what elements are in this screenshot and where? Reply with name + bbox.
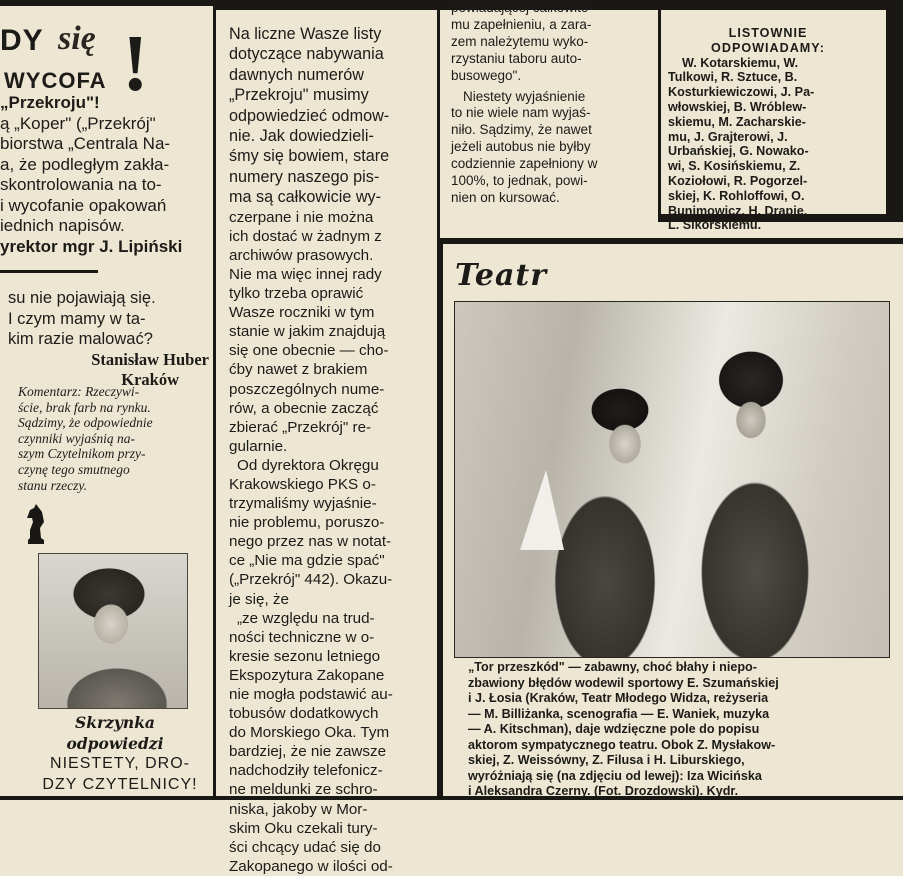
section-footer bbox=[30, 754, 210, 795]
article-line: nien on kursować. bbox=[451, 189, 560, 205]
intro-line: biorstwa „Centrala Na- bbox=[0, 134, 171, 153]
intro-line: iednich napisów. bbox=[0, 216, 125, 235]
article-line: 100%, to jednak, powi- bbox=[451, 173, 588, 189]
headline-line2: WYCOFA bbox=[4, 68, 107, 93]
portrait-photo bbox=[38, 553, 188, 709]
letters-line: W. Kotarskiemu, W. bbox=[682, 55, 799, 70]
article-line: Od dyrektora Okręgu bbox=[237, 456, 379, 474]
article-line: tobusów dodatkowych bbox=[229, 705, 379, 723]
intro-line: i wycofanie opakowań bbox=[0, 195, 167, 215]
section-rule bbox=[0, 270, 98, 273]
column-title-line: Skrzynka bbox=[75, 713, 155, 732]
column-title bbox=[30, 712, 200, 754]
comment-line: Komentarz: Rzeczywi- bbox=[18, 384, 140, 399]
article-line: archiwów prasowych. bbox=[229, 246, 374, 264]
article-line: nie mogła podstawić au- bbox=[229, 686, 393, 703]
column-rule-3 bbox=[658, 0, 661, 218]
letters-line: mu, J. Grajterowi, J. bbox=[668, 129, 788, 144]
article-line: rów, a obecnie zacząć bbox=[229, 399, 379, 417]
letter-line: I czym mamy w ta- bbox=[8, 309, 146, 328]
letters-line: skiej, K. Rohloffowi, O. bbox=[668, 188, 805, 203]
article-column-3 bbox=[451, 0, 651, 207]
letters-heading: LISTOWNIE bbox=[728, 26, 808, 40]
letters-line: Bunimowicz, H. Drapie, bbox=[668, 203, 808, 218]
article-line: powiadającej całkowite- bbox=[451, 0, 593, 15]
article-line: ćby nawet z brakiem bbox=[229, 361, 368, 379]
article-line: busowego". bbox=[451, 67, 522, 83]
intro-line: „Przekroju"! bbox=[0, 93, 100, 112]
article-line: nego przez nas w notat- bbox=[229, 533, 392, 551]
article-line: śmy się bowiem, stare bbox=[229, 147, 390, 166]
headline-part1: DY bbox=[0, 24, 44, 57]
article-line: to nie wiele nam wyjaś- bbox=[451, 105, 591, 121]
letter-line: su nie pojawiają się. bbox=[8, 289, 156, 307]
article-line: Wasze roczniki w tym bbox=[229, 304, 375, 322]
article-line: ści chcący udać się do bbox=[229, 838, 381, 856]
comment-line: szym Czytelnikom przy- bbox=[18, 446, 146, 462]
letters-line: skiemu, M. Zacharskie- bbox=[668, 114, 806, 129]
teatr-title: Teatr bbox=[455, 258, 548, 293]
letter-author: Stanisław Huber bbox=[91, 349, 209, 369]
article-line: nadchodziły telefonicz- bbox=[229, 762, 383, 780]
letter-city: Kraków bbox=[121, 370, 179, 389]
article-line: nie problemu, poruszo- bbox=[229, 514, 385, 532]
letters-line: Urbańskiej, G. Nowako- bbox=[668, 144, 809, 159]
photo-caption bbox=[468, 660, 888, 800]
letters-line: włowskiej, B. Wróblew- bbox=[668, 99, 807, 114]
reader-letter bbox=[8, 288, 213, 391]
intro-line: ą „Koper" („Przekrój" bbox=[0, 113, 156, 133]
column-rule-2 bbox=[437, 0, 440, 240]
article-line: niska, jakoby w Mor- bbox=[229, 800, 368, 818]
article-line: ich dostać w żadnym z bbox=[229, 227, 382, 245]
article-line: stanie w jakim znajdują bbox=[229, 323, 386, 341]
article-line: mu zapełnieniu, a zara- bbox=[451, 16, 592, 32]
headline-rule bbox=[0, 0, 213, 6]
article-line: ce „Nie ma gdzie spać" bbox=[229, 552, 385, 570]
intro-line: skontrolowania na to- bbox=[0, 175, 162, 194]
comment-line: czynę tego smutnego bbox=[18, 461, 130, 477]
headline-part2: się bbox=[58, 20, 96, 57]
article-line: Nie ma więc innej rady bbox=[229, 265, 382, 283]
letters-line: Kosturkiewiczowi, J. Pa- bbox=[668, 85, 815, 100]
article-line: Zakopanego w ilości od- bbox=[229, 857, 393, 875]
article-line: jeżeli autobus nie byłby bbox=[451, 139, 591, 155]
column-title-line: odpowiedzi bbox=[66, 734, 164, 753]
article-line: poszczególnych nume- bbox=[229, 380, 385, 398]
letters-line: L. Sikorskiemu. bbox=[668, 218, 762, 233]
article-line: dawnych numerów bbox=[229, 65, 364, 84]
editor-comment bbox=[18, 384, 213, 493]
article-line: rzystaniu taboru auto- bbox=[451, 50, 582, 66]
caption-line: i J. Łosia (Kraków, Teatr Młodego Widza, reżyseria bbox=[468, 691, 769, 705]
article-line: numery naszego pis- bbox=[229, 167, 380, 186]
caption-line: — A. Kitschman), daje wdzięczne pole do popisu bbox=[468, 722, 760, 736]
article-line: Na liczne Wasze listy bbox=[229, 25, 382, 43]
comment-line: Sądzimy, że odpowiednie bbox=[18, 415, 153, 431]
article-line: niło. Sądzimy, że nawet bbox=[451, 122, 592, 138]
caption-line: wyróżniają się (na zdjęciu od lewej): Iza Wicińska bbox=[468, 768, 762, 783]
comment-line: ście, brak farb na rynku. bbox=[18, 399, 151, 415]
article-line: do Morskiego Oka. Tym bbox=[229, 724, 390, 742]
caption-line: skiej, Z. Weissówny, Z. Filusa i H. Liburskiego, bbox=[468, 753, 745, 767]
article-line: czerpane i nie można bbox=[229, 208, 374, 226]
exclamation-mark: ! bbox=[122, 20, 149, 108]
signature: yrektor mgr J. Lipiński bbox=[0, 236, 183, 256]
letters-answered bbox=[668, 26, 868, 233]
letters-line: wi, S. Kosińskiemu, Z. bbox=[668, 159, 801, 174]
article-line: dotyczące nabywania bbox=[229, 45, 384, 64]
article-line: zbierać „Przekrój" re- bbox=[229, 418, 372, 436]
comment-line: czynniki wyjaśnią na- bbox=[18, 430, 135, 446]
article-line: gularnie. bbox=[229, 437, 288, 455]
article-line: Krakowskiego PKS o- bbox=[229, 475, 376, 493]
toy-sailboat bbox=[520, 470, 564, 550]
article-line: skim Oku czekali tury- bbox=[229, 819, 378, 837]
chess-knight-icon bbox=[24, 500, 48, 546]
footer-line: NIESTETY, DRO- bbox=[50, 755, 190, 772]
caption-line: — M. Billiżanka, scenografia — E. Waniek, muzyka bbox=[468, 706, 770, 721]
article-line: kresie sezonu letniego bbox=[229, 647, 381, 665]
intro-line: a, że podległym zakła- bbox=[0, 154, 170, 174]
article-line: ma są całkowicie wy- bbox=[229, 188, 382, 207]
article-line: zem należytemu wyko- bbox=[451, 33, 589, 49]
article-column-2 bbox=[229, 24, 429, 876]
article-line: ne meldunki ze schro- bbox=[229, 781, 378, 799]
comment-line: stanu rzeczy. bbox=[18, 477, 87, 493]
article-line: Ekspozytura Zakopane bbox=[229, 666, 385, 684]
letters-line: Tulkowi, R. Sztuce, B. bbox=[668, 70, 798, 85]
letters-heading: ODPOWIADAMY: bbox=[711, 40, 825, 55]
article-line: „Przekroju" musimy bbox=[229, 86, 369, 105]
column-rule-1 bbox=[213, 0, 216, 800]
article-line: odpowiedzieć odmow- bbox=[229, 106, 390, 125]
article-line: je się, że bbox=[229, 590, 289, 608]
article-line: tylko trzeba oprawić bbox=[229, 285, 364, 303]
letter-line: kim razie malować? bbox=[8, 330, 153, 348]
right-frame bbox=[886, 0, 903, 222]
caption-line: aktorom sympatycznego teatru. Obok Z. Mysłakow- bbox=[468, 737, 776, 752]
letters-line: Koziołowi, R. Pogorzel- bbox=[668, 173, 808, 188]
article-line: codziennie zapełniony w bbox=[451, 156, 598, 172]
caption-line: i Aleksandra Czerny. (Fot. Drozdowski). Kydr. bbox=[468, 784, 739, 798]
footer-line: DZY CZYTELNICY! bbox=[42, 775, 198, 793]
caption-line: „Tor przeszkód" — zabawny, choć błahy i niepo- bbox=[468, 660, 757, 674]
caption-line: zbawiony błędów wodewil sportowy E. Szumańskiej bbox=[468, 675, 779, 690]
article-line: „ze względu na trud- bbox=[237, 609, 375, 627]
intro-text bbox=[0, 93, 205, 257]
article-line: nie. Jak dowiedzieli- bbox=[229, 127, 374, 146]
article-line: trzymaliśmy wyjaśnie- bbox=[229, 495, 377, 513]
article-line: („Przekrój" 442). Okazu- bbox=[229, 571, 393, 589]
article-line: Niestety wyjaśnienie bbox=[463, 88, 586, 104]
article-line: się one obecnie — cho- bbox=[229, 342, 389, 360]
article-line: bardziej, że nie zawsze bbox=[229, 743, 387, 761]
article-line: ności techniczne w o- bbox=[229, 628, 375, 646]
